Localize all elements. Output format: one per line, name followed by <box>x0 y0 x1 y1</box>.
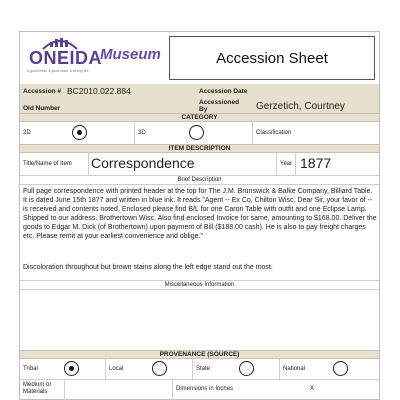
accession-date-label: Accession Date <box>199 88 248 95</box>
accessioned-by[interactable]: Gerzetich, Courtney <box>256 101 345 112</box>
category-2d-radio[interactable] <box>72 125 87 140</box>
brief-description-text[interactable]: Full page correspondence with printed header at the top for The J.M. Brunswick & Balke Company, Billiard Table. It is dated June 15th 1877 and written in blue ink. It reads "Agent -- Ex Co, Chilton Wisc. Dear Sir, your favor of -- is received and contents noted. Enclosed please find B/L for one Caron Table with outfit and one Eclipse Lamp. Shipped to our address. Brothertown Wisc. Also find enclosed Invoice for same, amounting to $168.00. Deliver the goods to Edgar M. Dick (of Brothertown) upon payment of Bill ($188.00 cash). He is also to pay freight charges etc. Please remit at your earliest convenience and oblige." <box>23 188 377 240</box>
provenance-state-label: State <box>196 366 211 372</box>
provenance-local-radio[interactable] <box>152 361 167 376</box>
item-title-row <box>20 153 379 175</box>
materials-row <box>20 380 379 400</box>
category-3d-label: 3D <box>138 130 146 136</box>
old-number-label: Old Number <box>23 105 61 112</box>
item-title-value[interactable]: Correspondence <box>91 155 195 171</box>
category-heading: CATEGORY <box>20 113 379 122</box>
museum-label: Museum <box>100 46 161 63</box>
misc-info-label: Miscellaneous Information <box>164 282 235 288</box>
logo-wordmark: ONEIDA <box>29 48 103 68</box>
provenance-row <box>20 359 379 379</box>
logo-tagline: A good mind. A good heart. A strong fire. <box>27 69 90 73</box>
category-2d-label: 2D <box>23 130 31 136</box>
accessioned-by-label: Accessioned By <box>199 99 240 113</box>
brief-description-label: Brief Description <box>177 177 222 183</box>
oneida-logo <box>23 36 107 82</box>
provenance-national-label: National <box>283 366 306 372</box>
sheet-header <box>20 32 379 84</box>
item-description-heading: ITEM DESCRIPTION <box>20 144 379 153</box>
provenance-tribal-radio[interactable] <box>64 361 79 376</box>
category-3d-radio[interactable] <box>189 125 204 140</box>
provenance-national-radio[interactable] <box>333 361 348 376</box>
item-year-value[interactable]: 1877 <box>300 155 332 171</box>
accession-sheet <box>19 31 380 400</box>
medium-materials-label: Medium or Materials <box>23 382 52 395</box>
accession-number[interactable]: BC2010.022.884 <box>67 86 131 96</box>
classification-label: Classification <box>256 130 292 136</box>
accession-number-label: Accession # <box>23 88 61 95</box>
provenance-state-radio[interactable] <box>239 361 254 376</box>
item-year-label: Year <box>280 161 293 167</box>
category-row <box>20 122 379 144</box>
dimensions-label: Dimensions in Inches <box>176 386 234 392</box>
condition-text[interactable]: Discoloration throughout but brown stains along the left edge stand out the most. <box>23 264 273 271</box>
dimensions-separator: X <box>310 386 315 392</box>
item-title-label: Title/Name of Item <box>23 161 72 167</box>
provenance-heading: PROVENANCE (SOURCE) <box>20 350 379 359</box>
provenance-local-label: Local <box>109 366 124 372</box>
page-title: Accession Sheet <box>169 36 375 80</box>
provenance-tribal-label: Tribal <box>23 366 38 372</box>
